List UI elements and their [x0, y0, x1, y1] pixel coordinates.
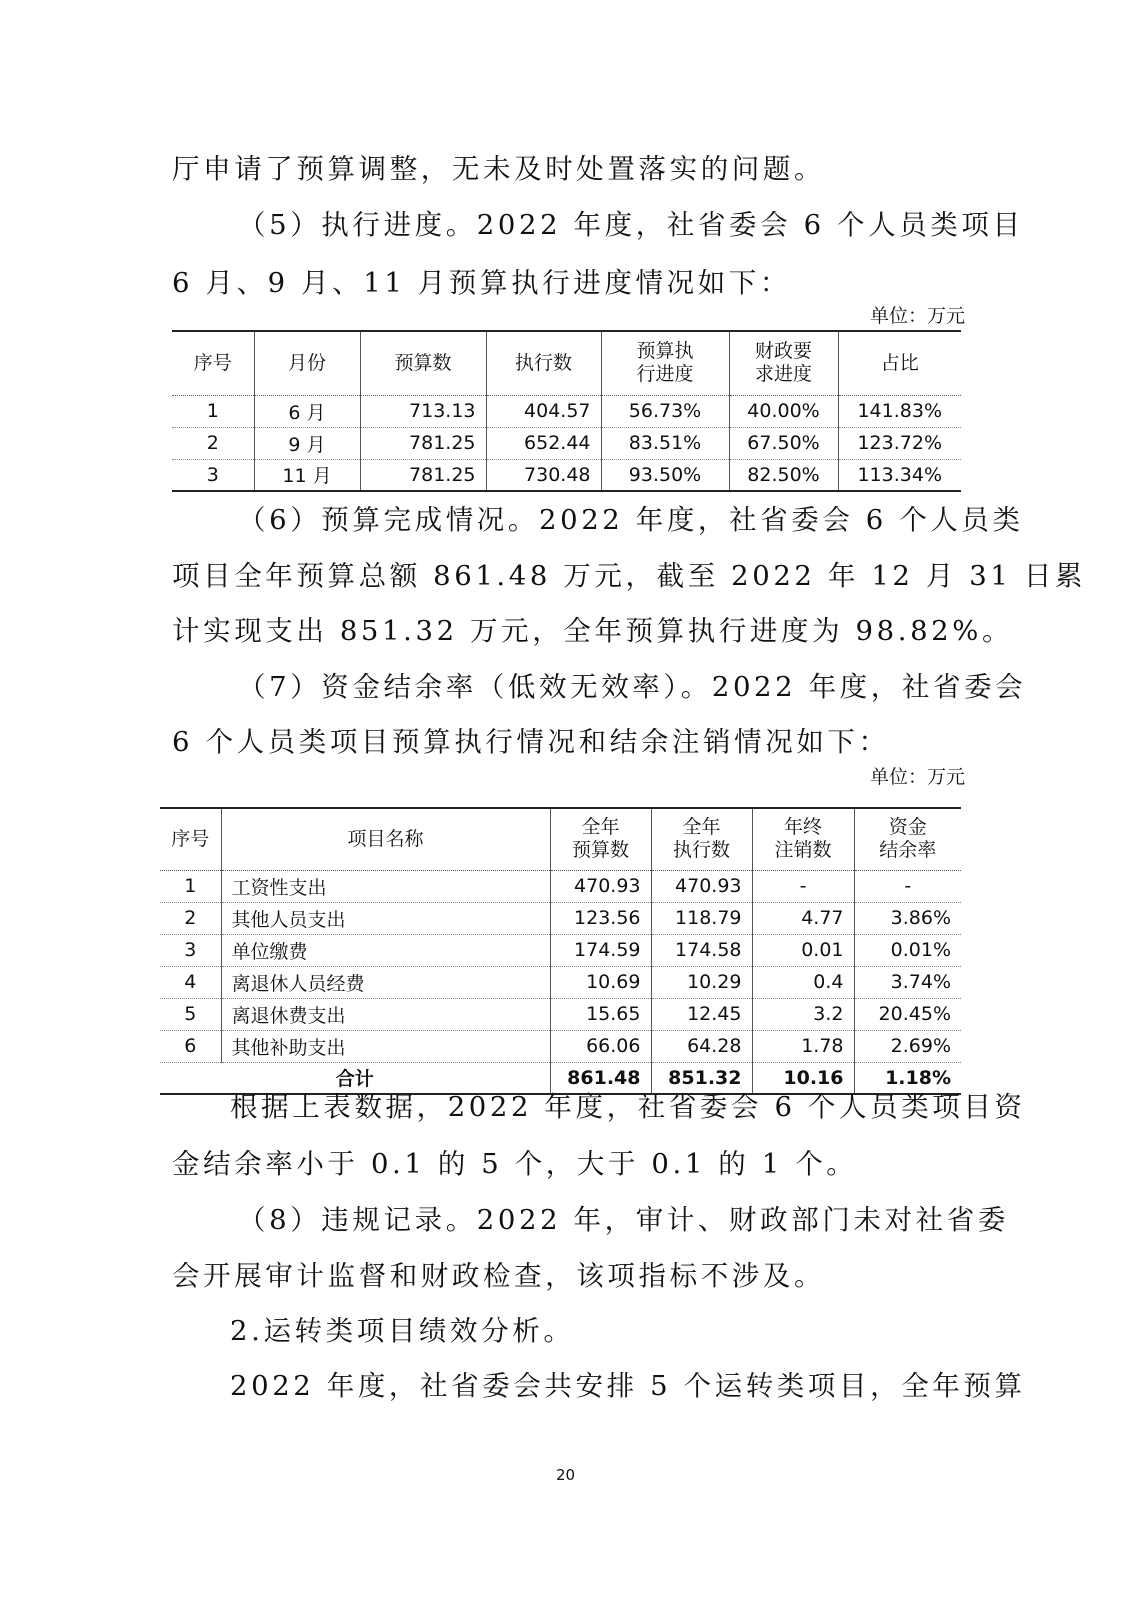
table-cell: 1.18% [854, 1062, 961, 1094]
table-cell: 工资性支出 [221, 870, 550, 902]
table-cell: 1 [172, 395, 254, 427]
table-cell: 1.78 [752, 1030, 854, 1062]
table-row [160, 902, 961, 934]
table-cell: 40.00% [729, 395, 838, 427]
table-cell: 12.45 [651, 998, 752, 1030]
paragraph-line: 2022 年度，社省委会共安排 5 个运转类项目，全年预算 [230, 1370, 1026, 1402]
table-cell: 离退休费支出 [221, 998, 550, 1030]
table-cell: 0.4 [752, 966, 854, 998]
table-cell: 6 [160, 1030, 221, 1062]
paragraph-line: 6 月、9 月、11 月预算执行进度情况如下： [172, 267, 792, 299]
table-cell: 10.16 [752, 1062, 854, 1094]
table-cell: 1 [160, 870, 221, 902]
table-row [172, 395, 961, 427]
balance-rate-table [160, 807, 961, 1095]
table2-unit: 单位：万元 [869, 766, 965, 788]
header-cell: 财政要 求进度 [729, 331, 838, 395]
header-cell: 序号 [160, 808, 221, 870]
table-cell: 3.74% [854, 966, 961, 998]
table-row [160, 998, 961, 1030]
table-cell: 0.01% [854, 934, 961, 966]
execution-progress-table [172, 330, 961, 492]
table-cell: 730.48 [486, 459, 601, 491]
table-cell: 10.69 [550, 966, 651, 998]
table-cell: 其他人员支出 [221, 902, 550, 934]
table-cell: 123.72% [838, 427, 961, 459]
table-cell: 66.06 [550, 1030, 651, 1062]
paragraph-line: （5）执行进度。2022 年度，社省委会 6 个人员类项目 [238, 209, 1024, 241]
table-cell: 470.93 [550, 870, 651, 902]
table-row [172, 427, 961, 459]
total-label: 合计 [160, 1062, 550, 1094]
table-cell: 93.50% [601, 459, 729, 491]
table-cell: 9 月 [254, 427, 360, 459]
paragraph-line: 项目全年预算总额 861.48 万元，截至 2022 年 12 月 31 日累 [172, 560, 1087, 592]
header-cell: 预算执 行进度 [601, 331, 729, 395]
table-cell: 4 [160, 966, 221, 998]
table-cell: 83.51% [601, 427, 729, 459]
table-cell: 123.56 [550, 902, 651, 934]
table-cell: 2.69% [854, 1030, 961, 1062]
table-cell: 0.01 [752, 934, 854, 966]
paragraph-line: 金结余率小于 0.1 的 5 个，大于 0.1 的 1 个。 [172, 1148, 858, 1180]
table-cell: 781.25 [360, 427, 486, 459]
paragraph-line: （8）违规记录。2022 年，审计、财政部门未对社省委 [238, 1204, 1009, 1236]
table-cell: 11 月 [254, 459, 360, 491]
table-cell: 其他补助支出 [221, 1030, 550, 1062]
header-cell: 资金 结余率 [854, 808, 961, 870]
table-row [172, 459, 961, 491]
header-cell: 占比 [838, 331, 961, 395]
header-cell: 月份 [254, 331, 360, 395]
table-cell: 3.86% [854, 902, 961, 934]
header-cell: 序号 [172, 331, 254, 395]
table-cell: 3 [172, 459, 254, 491]
table-cell: 781.25 [360, 459, 486, 491]
paragraph-line: 6 个人员类项目预算执行情况和结余注销情况如下： [172, 726, 890, 758]
paragraph-line: （6）预算完成情况。2022 年度，社省委会 6 个人员类 [238, 504, 1024, 536]
page-number: 20 [555, 1466, 576, 1484]
table-cell: 3 [160, 934, 221, 966]
table-cell: 470.93 [651, 870, 752, 902]
table-cell: 2 [160, 902, 221, 934]
table-cell: 174.59 [550, 934, 651, 966]
table-cell: 20.45% [854, 998, 961, 1030]
table-cell: 单位缴费 [221, 934, 550, 966]
paragraph-line: 会开展审计监督和财政检查，该项指标不涉及。 [172, 1260, 826, 1292]
table-cell: 174.58 [651, 934, 752, 966]
header-cell: 项目名称 [221, 808, 550, 870]
table-cell: - [854, 870, 961, 902]
table-header-row [160, 808, 961, 870]
table-row [160, 1030, 961, 1062]
table-cell: 2 [172, 427, 254, 459]
paragraph-line: 厅申请了预算调整，无未及时处置落实的问题。 [172, 153, 826, 185]
table1-unit: 单位：万元 [869, 305, 965, 327]
paragraph-line: 2.运转类项目绩效分析。 [230, 1315, 575, 1347]
header-cell: 执行数 [486, 331, 601, 395]
header-cell: 预算数 [360, 331, 486, 395]
table-cell: 113.34% [838, 459, 961, 491]
table-cell: 851.32 [651, 1062, 752, 1094]
table-row [160, 934, 961, 966]
table-cell: 5 [160, 998, 221, 1030]
table-row [160, 870, 961, 902]
table-cell: - [752, 870, 854, 902]
table-cell: 713.13 [360, 395, 486, 427]
table-cell: 861.48 [550, 1062, 651, 1094]
paragraph-line: （7）资金结余率（低效无效率）。2022 年度，社省委会 [238, 671, 1027, 703]
header-cell: 年终 注销数 [752, 808, 854, 870]
table-row [160, 966, 961, 998]
table-cell: 141.83% [838, 395, 961, 427]
table-cell: 118.79 [651, 902, 752, 934]
table-cell: 6 月 [254, 395, 360, 427]
table-cell: 4.77 [752, 902, 854, 934]
header-cell: 全年 预算数 [550, 808, 651, 870]
table-header-row [172, 331, 961, 395]
table-cell: 3.2 [752, 998, 854, 1030]
table-cell: 56.73% [601, 395, 729, 427]
table-cell: 15.65 [550, 998, 651, 1030]
table-cell: 离退休人员经费 [221, 966, 550, 998]
paragraph-line: 根据上表数据，2022 年度，社省委会 6 个人员类项目资 [230, 1091, 1026, 1123]
table-cell: 67.50% [729, 427, 838, 459]
table-cell: 404.57 [486, 395, 601, 427]
header-cell: 全年 执行数 [651, 808, 752, 870]
table-cell: 82.50% [729, 459, 838, 491]
table-cell: 10.29 [651, 966, 752, 998]
table-cell: 652.44 [486, 427, 601, 459]
paragraph-line: 计实现支出 851.32 万元，全年预算执行进度为 98.82%。 [172, 615, 1014, 647]
table-cell: 64.28 [651, 1030, 752, 1062]
